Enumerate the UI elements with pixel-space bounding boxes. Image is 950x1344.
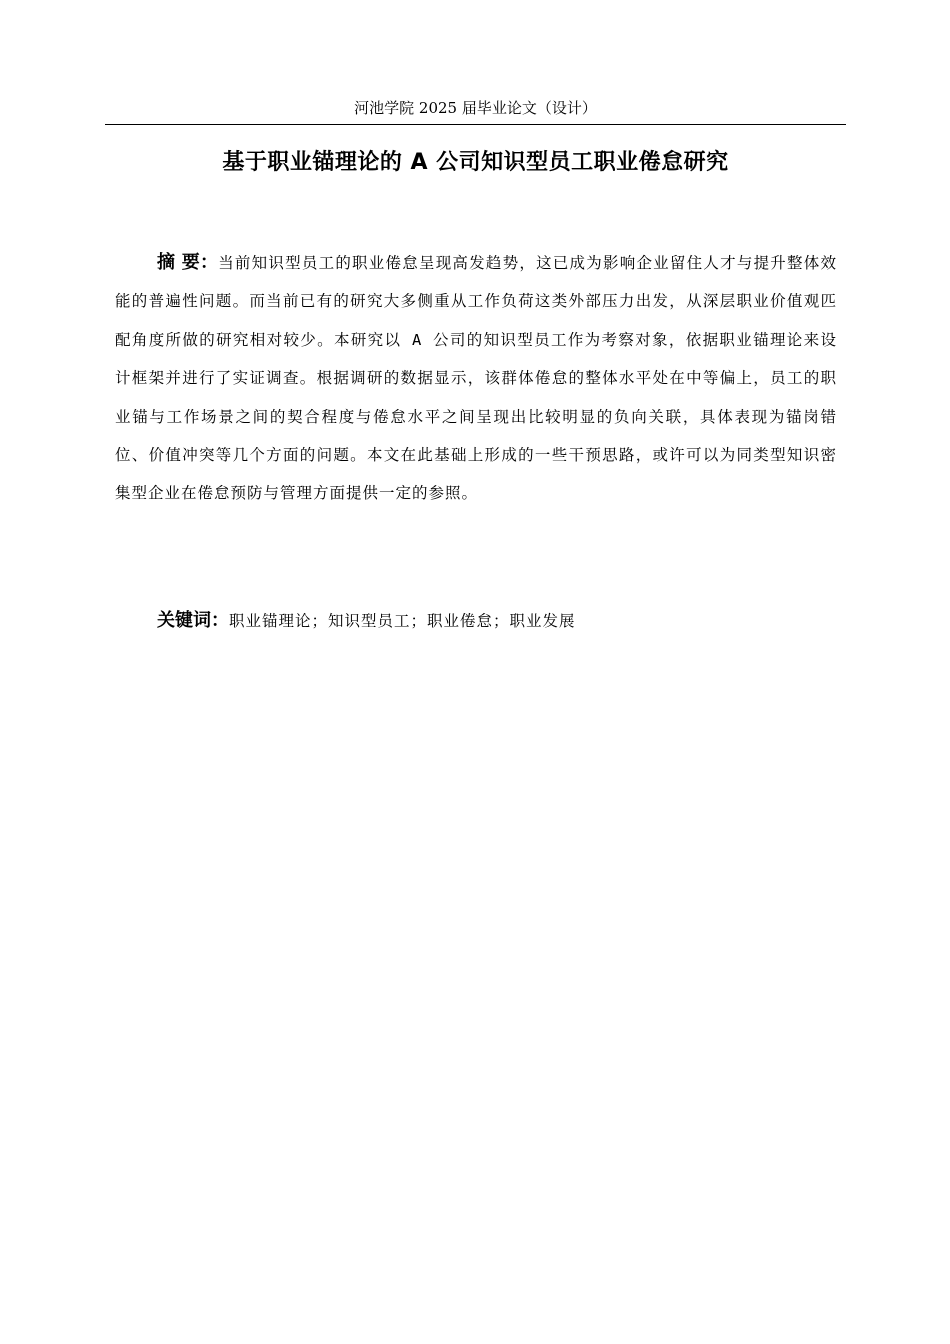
- keywords-label: 关键词: [157, 610, 211, 631]
- keywords-line: [157, 606, 837, 636]
- running-header: 河池学院 2025 届毕业论文（设计）: [354, 99, 597, 117]
- abstract-paragraph: [115, 244, 837, 513]
- header-rule: [105, 124, 846, 125]
- abstract-label: 摘 要: [157, 252, 200, 273]
- abstract-label-separator: ：: [199, 252, 219, 273]
- keywords-text: 职业锚理论；知识型员工；职业倦怠；职业发展: [229, 612, 576, 630]
- keywords-label-separator: ：: [211, 610, 229, 631]
- abstract-text: 当前知识型员工的职业倦怠呈现高发趋势，这已成为影响企业留住人才与提升整体效能的普遍性问题。而当前已有的研究大多侧重从工作负荷这类外部压力出发，从深层职业价值观匹配角度所做的研究相对较少。本研究以 A 公司的知识型员工作为考察对象，依据职业锚理论来设计框架并进行了实证调查。根据调研的数据显示，该群体倦怠的整体水平处在中等偏上，员工的职业锚与工作场景之间的契合程度与倦怠水平之间呈现出比较明显的负向关联，具体表现为锚岗错位、价值冲突等几个方面的问题。本文在此基础上形成的一些干预思路，或许可以为同类型知识密集型企业在倦怠预防与管理方面提供一定的参照。: [115, 254, 837, 503]
- paper-title: 基于职业锚理论的 A 公司知识型员工职业倦怠研究: [222, 150, 729, 175]
